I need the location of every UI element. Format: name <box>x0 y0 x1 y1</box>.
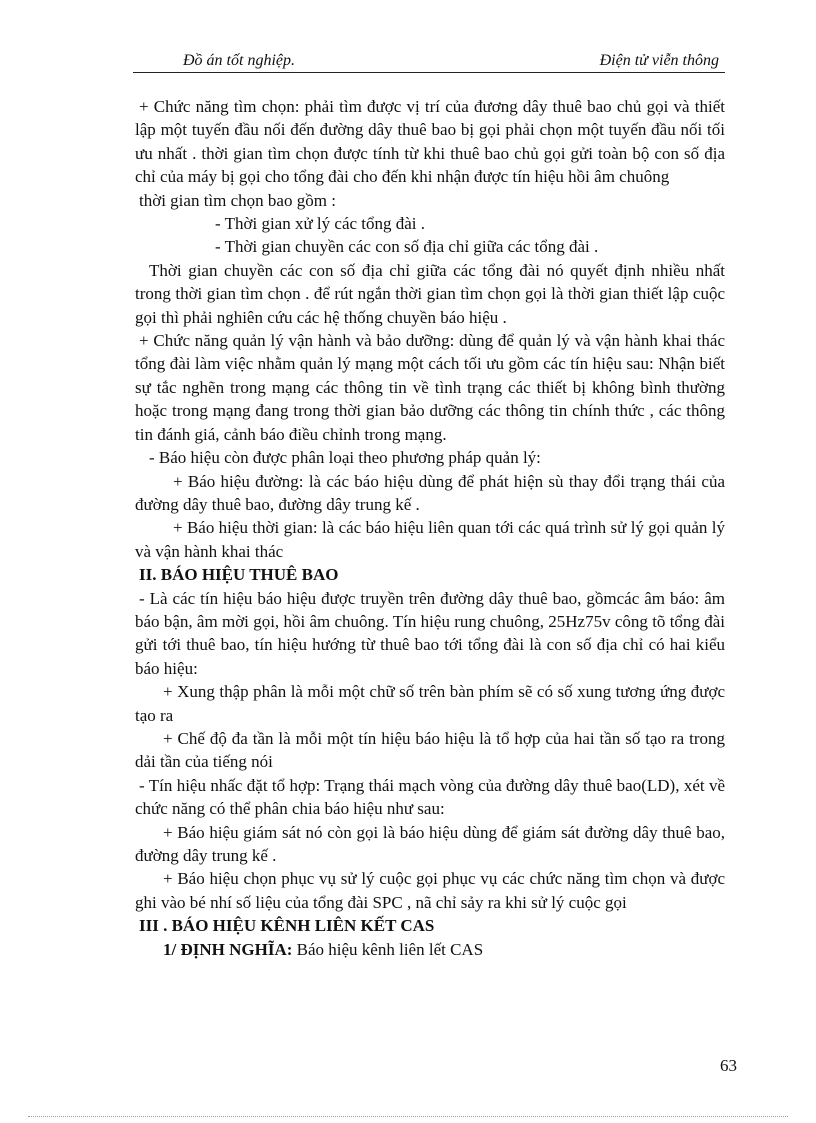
paragraph-management-function: + Chức năng quản lý vận hành và bảo dưỡng: dùng để quản lý và vận hành khai thác tổng đài làm việc nhằm quản lý mạng một cách tối ưu gồm các tín hiệu sau: Nhận biết sự tắc nghẽn trong mạng các thông tin về tình trạng các thiết bị không bình thường hoặc trong mạng đang trong thời gian bảo dưỡng các thông tin chính thức , các thông tin đánh giá, cảnh báo điều chỉnh trong mạng. <box>135 331 725 444</box>
list-item-transfer-time: - Thời gian chuyền các con số địa chỉ giữa các tổng đài . <box>215 237 599 257</box>
paragraph-selection-signaling: + Báo hiệu chọn phục vụ sử lý cuộc gọi phục vụ các chức năng tìm chọn và được ghi vào bé nhí số liệu của tổng đài SPC , nã chỉ sảy ra khi sử lý cuộc gọi <box>135 869 725 912</box>
document-body <box>135 95 725 961</box>
paragraph-transfer-time: Thời gian chuyền các con số địa chỉ giữa các tổng đài nó quyết định nhiều nhất trong thời gian tìm chọn . để rút ngắn thời gian tìm chọn gọi là thời gian thiết lập cuộc gọi thì phải nghiên cứu các hệ thống chuyền báo hiệu . <box>135 260 725 327</box>
paragraph-classification: - Báo hiệu còn được phân loại theo phương pháp quản lý: <box>149 448 541 468</box>
paragraph-search-function: + Chức năng tìm chọn: phải tìm được vị trí của đương dây thuê bao chủ gọi và thiết lập một tuyến đầu nối đến đường dây thuê bao bị gọi phải chọn một tuyến đầu nối tối ưu nhất . thời gian tìm chọn được tính từ khi thuê bao chủ gọi gửi toàn bộ con số địa chỉ của máy bị gọi cho tổng đài cho đến khi nhận được tín hiệu hồi âm chuông <box>135 97 725 187</box>
list-item-processing-time: - Thời gian xử lý các tổng đài . <box>215 214 426 234</box>
definition-text: Báo hiệu kênh liên lết CAS <box>296 939 484 959</box>
section-heading-cas: III . BÁO HIỆU KÊNH LIÊN KẾT CAS <box>139 916 435 936</box>
paragraph-multi-frequency: + Chế độ đa tần là mỗi một tín hiệu báo hiệu là tổ hợp của hai tần số tạo ra trong dải tần của tiếng nói <box>135 728 725 772</box>
paragraph-subscriber-signals: - Là các tín hiệu báo hiệu được truyền trên đường dây thuê bao, gồmcác âm báo: âm báo bận, âm mời gọi, hồi âm chuông. Tín hiệu rung chuông, 25Hz75v công tõ tổng đài gửi tới thuê bao, tín hiệu hướng từ thuê bao tới tổng đài là con số địa chỉ có hai kiểu báo hiệu: <box>135 588 725 678</box>
page-header <box>133 52 725 73</box>
paragraph-hook-signal: - Tín hiệu nhấc đặt tổ hợp: Trạng thái mạch vòng của đường dây thuê bao(LD), xét về chức năng có thể phân chia báo hiệu như sau: <box>135 775 725 819</box>
header-right-title: Điện tử viễn thông <box>599 52 719 69</box>
page-number: 63 <box>720 1056 737 1075</box>
paragraph-search-time-intro: thời gian tìm chọn bao gồm : <box>139 190 336 210</box>
paragraph-decimal-pulse: + Xung thập phân là mỗi một chữ số trên bàn phím sẽ có số xung tương ứng được tạo ra <box>135 682 725 725</box>
footer-divider <box>28 1116 788 1117</box>
header-left-title: Đồ án tốt nghiệp. <box>183 52 295 69</box>
section-heading-subscriber-signaling: II. BÁO HIỆU THUÊ BAO <box>139 565 339 585</box>
definition-label: 1/ ĐỊNH NGHĨA: <box>163 939 293 959</box>
definition-line <box>135 938 725 961</box>
paragraph-line-signaling: + Báo hiệu đường: là các báo hiệu dùng để phát hiện sù thay đổi trạng thái của đường dây thuê bao, đường dây trung kế . <box>135 471 725 514</box>
paragraph-supervision-signaling: + Báo hiệu giám sát nó còn gọi là báo hiệu dùng để giám sát đường dây thuê bao, đường dây trung kế . <box>135 822 725 865</box>
paragraph-time-signaling: + Báo hiệu thời gian: là các báo hiệu liên quan tới các quá trình sử lý gọi quản lý và vận hành khai thác <box>135 518 725 561</box>
